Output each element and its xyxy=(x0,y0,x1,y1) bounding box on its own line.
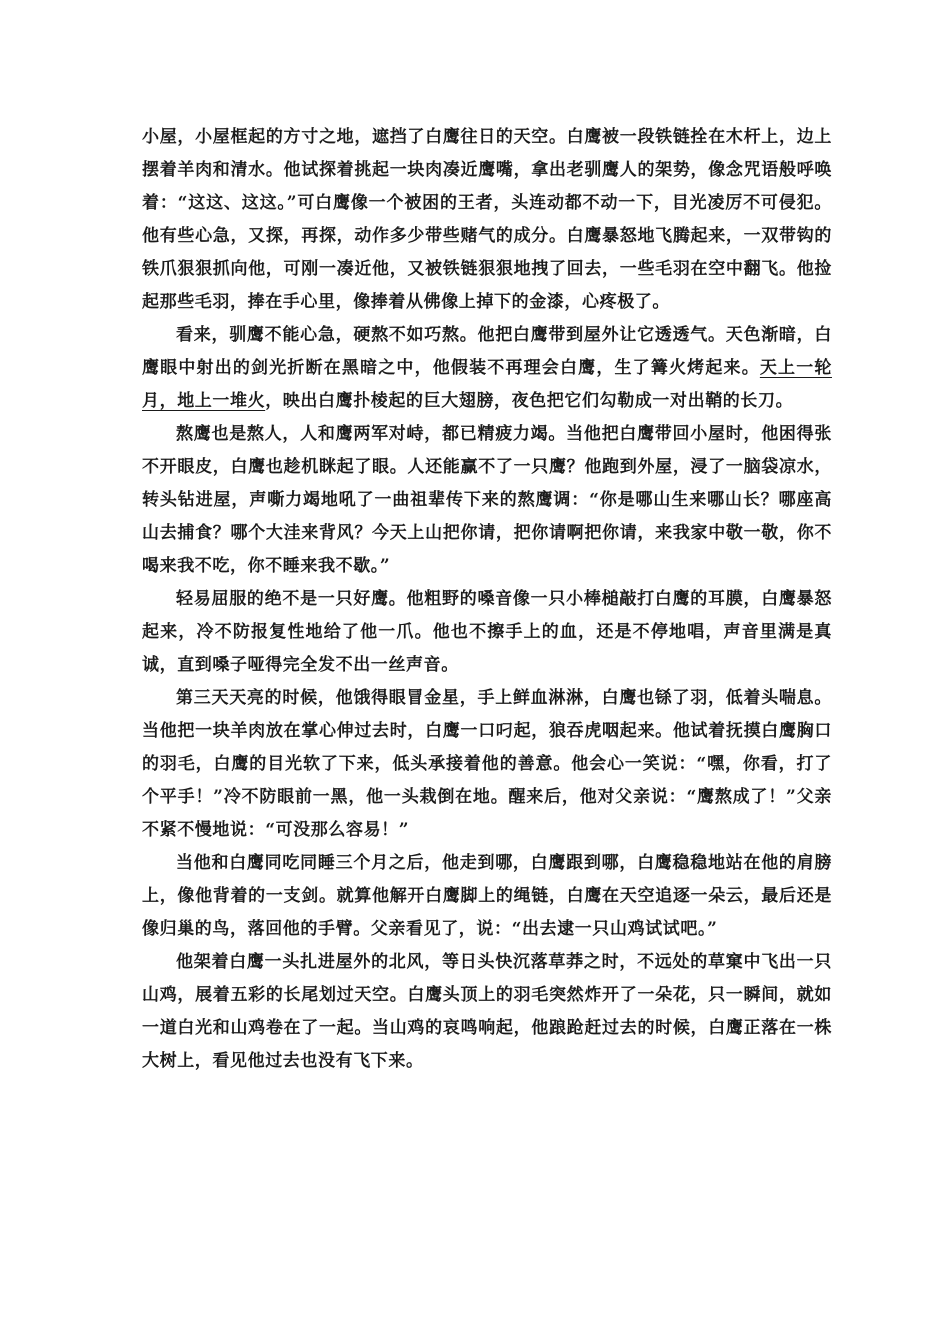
paragraph-5: 第三天天亮的时候，他饿得眼冒金星，手上鲜血淋淋，白鹰也铩了羽，低着头喘息。当他把一块羊肉放在掌心伸过去时，白鹰一口叼起，狼吞虎咽起来。他试着抚摸白鹰胸口的羽毛，白鹰的目光软了下来，低头承接着他的善意。他会心一笑说：“嘿，你看，打了个平手！”冷不防眼前一黑，他一头栽倒在地。醒来后，他对父亲说：“鹰熬成了！”父亲不紧不慢地说：“可没那么容易！” xyxy=(142,688,832,840)
paragraph-1: 小屋，小屋框起的方寸之地，遮挡了白鹰往日的天空。白鹰被一段铁链拴在木杆上，边上摆着羊肉和清水。他试探着挑起一块肉凑近鹰嘴，拿出老驯鹰人的架势，像念咒语般呼唤着：“这这、这这。”可白鹰像一个被困的王者，头连动都不动一下，目光凌厉不可侵犯。他有些心急，又探，再探，动作多少带些赌气的成分。白鹰暴怒地飞腾起来，一双带钩的铁爪狠狠抓向他，可刚一凑近他，又被铁链狠狠地拽了回去，一些毛羽在空中翻飞。他捡起那些毛羽，捧在手心里，像捧着从佛像上掉下的金漆，心疼极了。 xyxy=(142,127,832,312)
paragraph-6: 当他和白鹰同吃同睡三个月之后，他走到哪，白鹰跟到哪，白鹰稳稳地站在他的肩膀上，像他背着的一支剑。就算他解开白鹰脚上的绳链，白鹰在天空追逐一朵云，最后还是像归巢的鸟，落回他的手臂。父亲看见了，说：“出去逮一只山鸡试试吧。” xyxy=(142,853,832,939)
underlined-phrase: 天上一轮月，地上一堆火 xyxy=(142,358,832,411)
paragraph-3: 熬鹰也是熬人，人和鹰两军对峙，都已精疲力竭。当他把白鹰带回小屋时，他困得张不开眼皮，白鹰也趁机眯起了眼。人还能赢不了一只鹰？他跑到外屋，浸了一脑袋凉水，转头钻进屋，声嘶力竭地吼了一曲祖辈传下来的熬鹰调：“你是哪山生来哪山长？哪座高山去捕食？哪个大洼来背风？今天上山把你请，把你请啊把你请，来我家中敬一敬，你不喝来我不吃，你不睡来我不歇。” xyxy=(142,424,832,576)
paragraph-4: 轻易屈服的绝不是一只好鹰。他粗野的嗓音像一只小棒槌敲打白鹰的耳膜，白鹰暴怒起来，冷不防报复性地给了他一爪。他也不擦手上的血，还是不停地唱，声音里满是真诚，直到嗓子哑得完全发不出一丝声音。 xyxy=(142,589,832,675)
article-body xyxy=(142,121,832,1078)
paragraph-2 xyxy=(142,319,832,418)
paragraph-7: 他架着白鹰一头扎进屋外的北风，等日头快沉落草莽之时，不远处的草窠中飞出一只山鸡，展着五彩的长尾划过天空。白鹰头顶上的羽毛突然炸开了一朵花，只一瞬间，就如一道白光和山鸡卷在了一起。当山鸡的哀鸣响起，他踉跄赶过去的时候，白鹰正落在一株大树上，看见他过去也没有飞下来。 xyxy=(142,952,832,1071)
paragraph-2-text-before: 看来，驯鹰不能心急，硬熬不如巧熬。他把白鹰带到屋外让它透透气。天色渐暗，白鹰眼中射出的剑光折断在黑暗之中，他假装不再理会白鹰，生了篝火烤起来。 xyxy=(142,325,832,378)
paragraph-2-text-after: ，映出白鹰扑棱起的巨大翅膀，夜色把它们勾勒成一对出鞘的长刀。 xyxy=(265,391,794,411)
